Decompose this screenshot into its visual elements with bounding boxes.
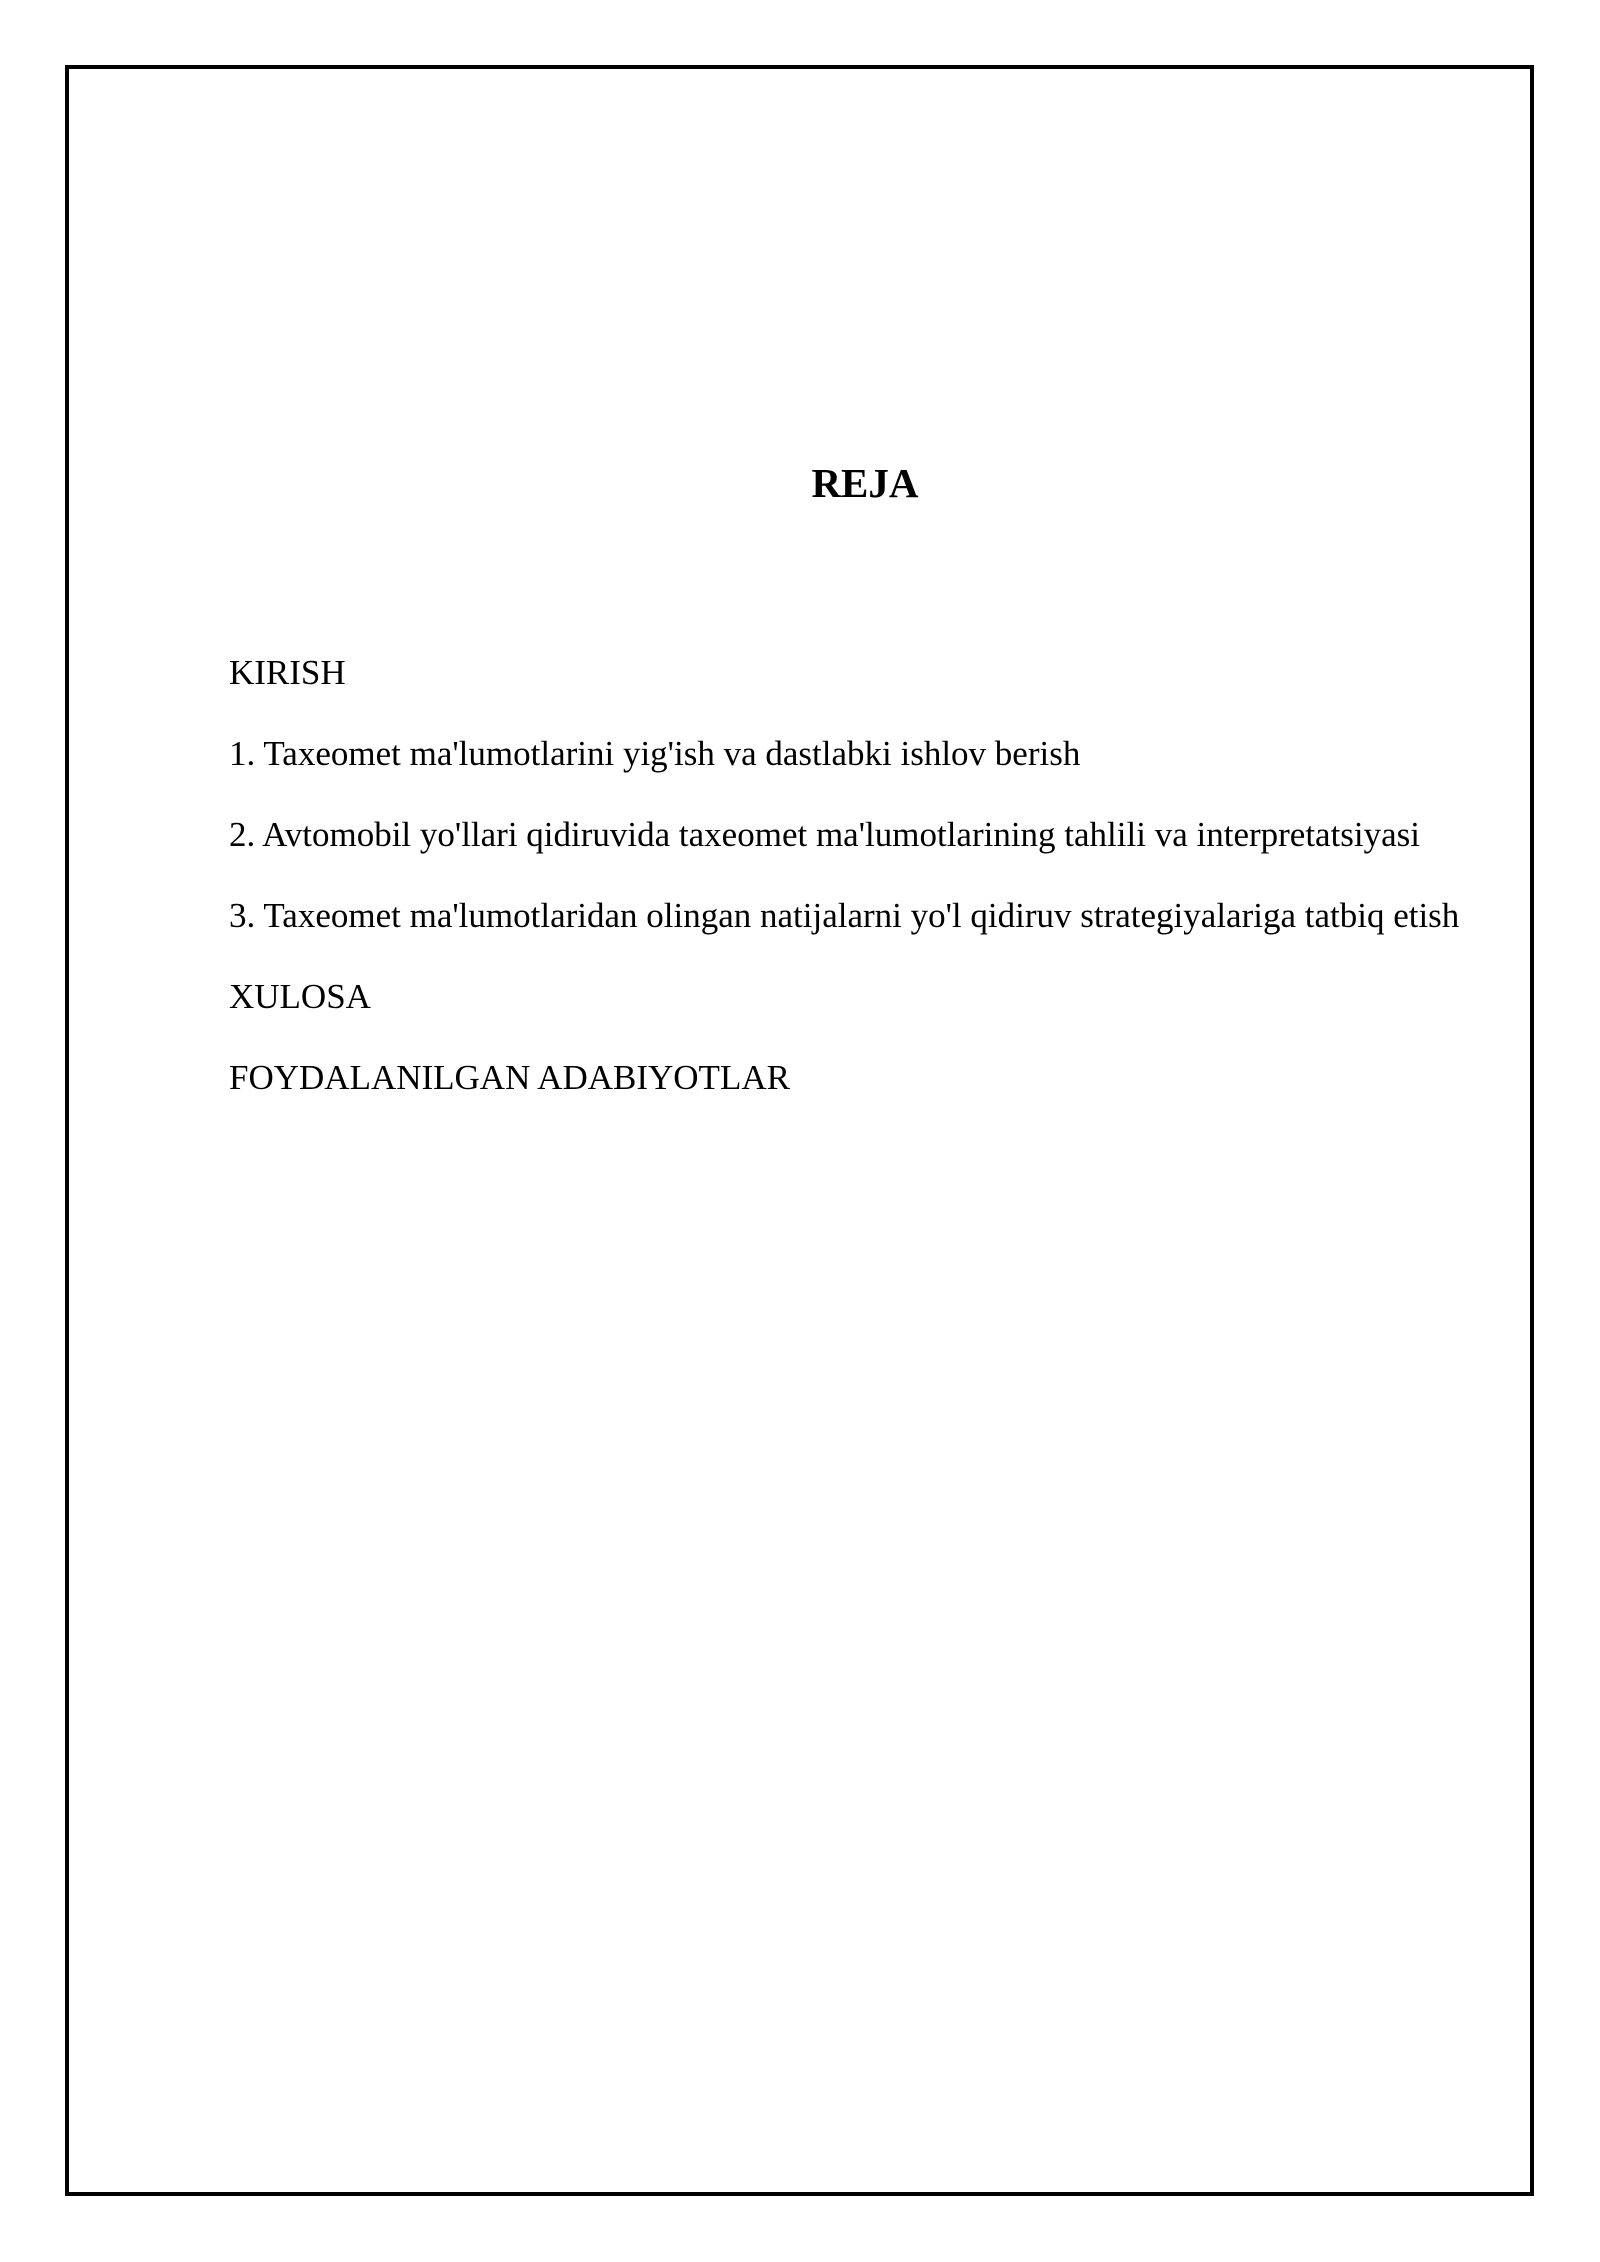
page-border (65, 65, 1534, 2196)
plan-item-1: 1. Taxeomet ma'lumotlarini yig'ish va dastlabki ishlov berish (229, 734, 1081, 773)
plan-item-conclusion: XULOSA (229, 977, 371, 1016)
plan-list (229, 640, 1509, 1126)
plan-item-3: 3. Taxeomet ma'lumotlaridan olingan natijalarni yo'l qidiruv strategiyalariga tatbiq etish (229, 896, 1460, 935)
plan-item-introduction: KIRISH (229, 653, 346, 692)
plan-item-2: 2. Avtomobil yo'llari qidiruvida taxeomet ma'lumotlarining tahlili va interpretatsiyasi (229, 815, 1421, 854)
page-title: REJA (811, 460, 919, 506)
plan-item-references: FOYDALANILGAN ADABIYOTLAR (229, 1058, 790, 1097)
